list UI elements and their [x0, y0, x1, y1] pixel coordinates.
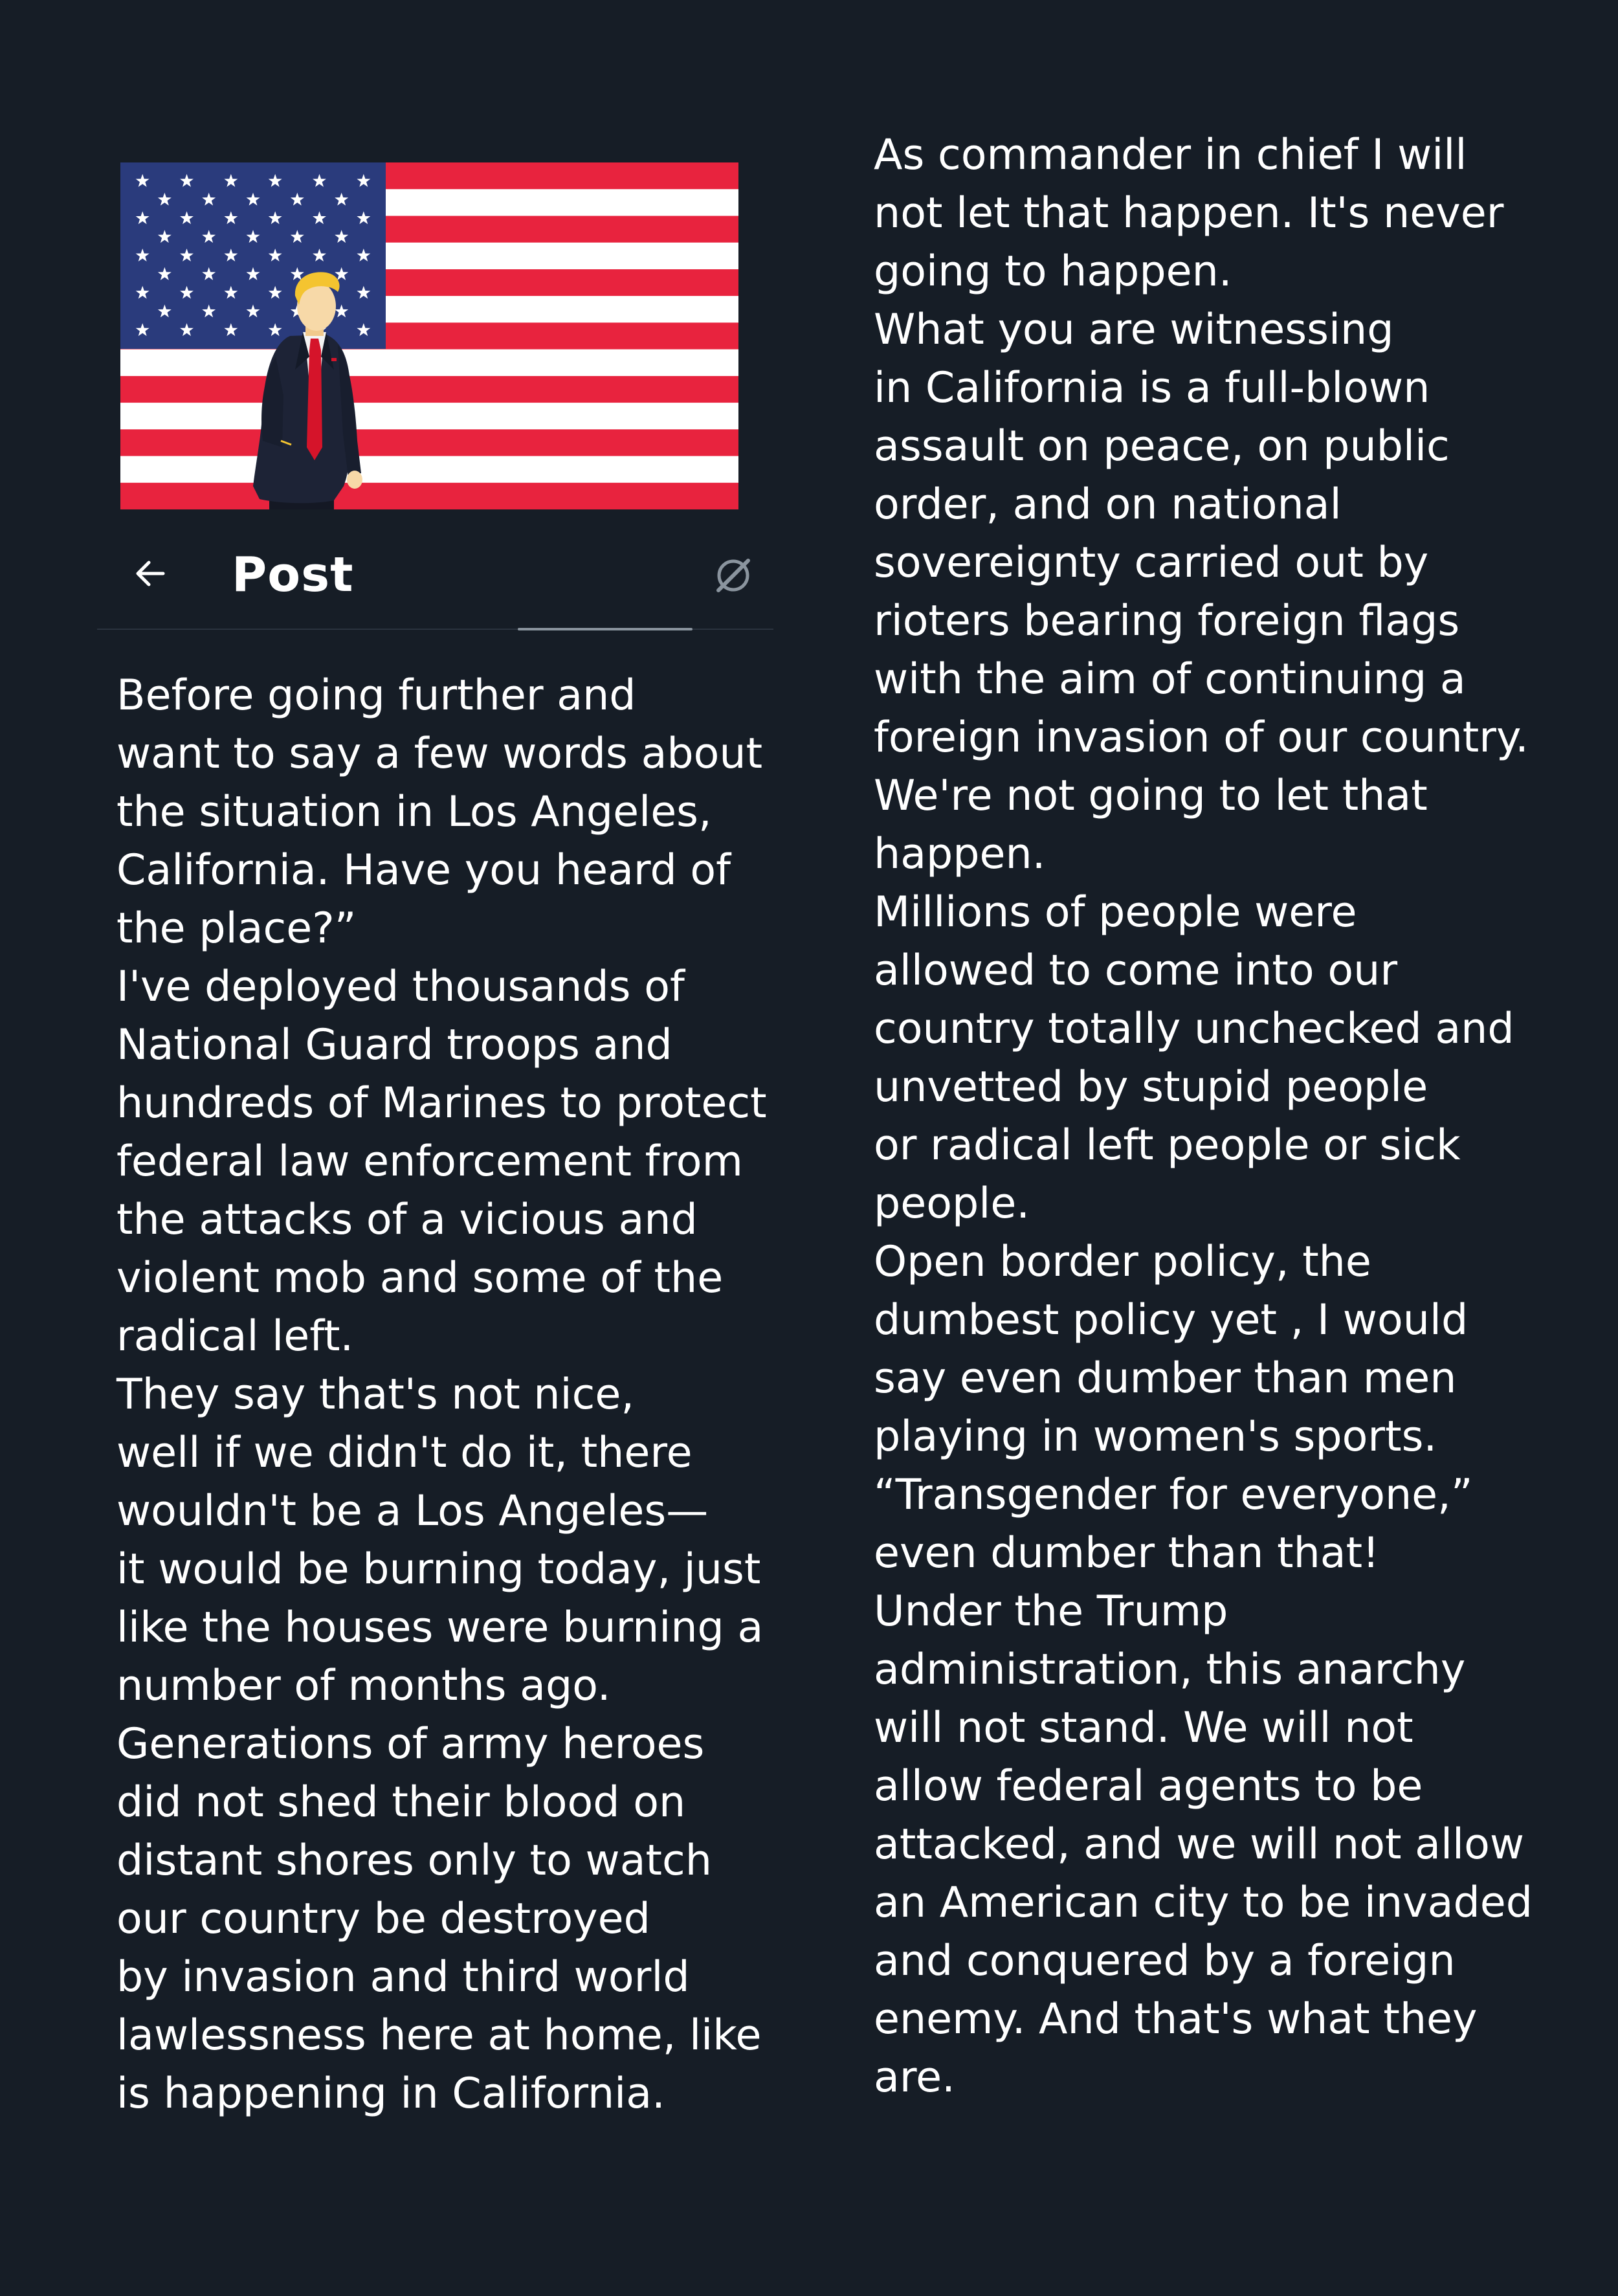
back-button[interactable] — [131, 554, 170, 593]
page-title: Post — [232, 547, 354, 603]
tab-indicator — [518, 628, 693, 630]
grok-icon — [712, 554, 755, 597]
us-flag-image — [120, 162, 738, 509]
grok-button[interactable] — [712, 554, 755, 597]
post-text-right-column: As commander in chief I will not let that happen. It's never going to happen. What you are witnessing in California is a full-blown assault on peace, on public order, and on national sovereignty carried out by rioters bearing foreign flags with the aim of continuing a foreign invasion of our country. We're not going to let that happen. Millions of people were allowed to come into our country totally unchecked and unvetted by stupid people or radical left people or sick people. Open border policy, the dumbest policy yet , I would say even dumber than men playing in women's sports. “Transgender for everyone,” even dumber than that! Under the Trump administration, this anarchy will not stand. We will not allow federal agents to be attacked, and we will not allow an American city to be invaded and conquered by a foreign enemy. And that's what they are. — [874, 131, 1533, 2102]
post-header — [97, 544, 773, 628]
flag-illustration — [120, 162, 738, 509]
flag-canton — [120, 162, 386, 349]
post-text-left-column: Before going further and want to say a few words about the situation in Los Angeles, California. Have you heard of the place?” I've deployed thousands of National Guard troops and hundreds of Marines to protect federal law enforcement from the attacks of a vicious and violent mob and some of the radical left. They say that's not nice, well if we didn't do it, there wouldn't be a Los Angeles— it would be burning today, just like the houses were burning a number of months ago. Generations of army heroes did not shed their blood on distant shores only to watch our country be destroyed by invasion and third world lawlessness here at home, like is happening in California. — [116, 671, 767, 2118]
arrow-left-icon — [131, 554, 170, 593]
